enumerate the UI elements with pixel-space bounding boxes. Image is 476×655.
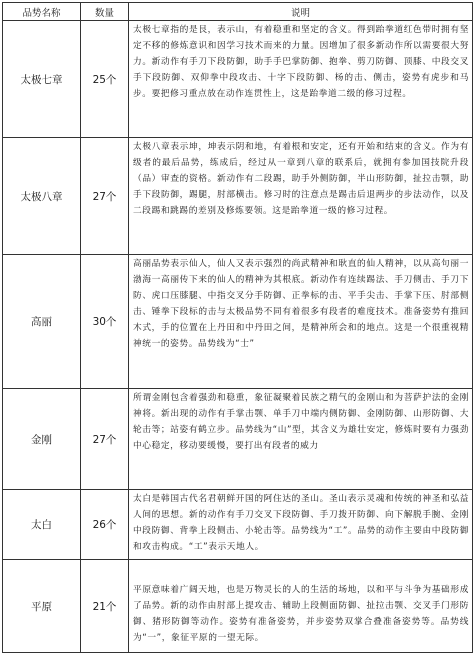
poomsae-name: 太白: [3, 490, 81, 560]
poomsae-description: 太白是韩国古代名君朝鲜开国的阿住达的圣山。圣山表示灵魂和传统的神圣和弘益人间的思想。新的动作有手刀交叉下段防御、手刀拨开防御、向下解脱手腕、金刚中段防御、背拳上段侧击、小轮击等。品势线为“工”。品势的动作主要由中段防御和攻击构成。“工”表示天地人。: [129, 490, 473, 560]
table-row: [3, 21, 473, 138]
header-desc: 说明: [129, 3, 473, 21]
poomsae-name: 太极八章: [3, 138, 81, 255]
table-row: [3, 255, 473, 389]
poomsae-name: 太极七章: [3, 21, 81, 138]
poomsae-name: 高丽: [3, 255, 81, 389]
poomsae-description: 太极七章指的是艮，表示山，有着稳重和坚定的含义。得到跆拳道红色带时拥有坚定不移的修炼意识和因学习技术而来的力量。因增加了很多新动作所以需要很大努力。新动作有手刀下段防御，助手手巴掌防御、抱拳、剪刀防御、顶膝、中段交叉手下段防御、双仰拳中段攻击、十字下段防御、杨的击、侧击，姿势有虎步和马步。要把修习重点放在动作连贯性上，这是跆拳道二级的修习过程。: [129, 21, 473, 138]
header-name: 品势名称: [3, 3, 81, 21]
table-row: [3, 560, 473, 653]
move-count: 21个: [81, 560, 129, 653]
poomsae-table: [2, 2, 473, 653]
poomsae-description: 高丽品势表示仙人，仙人又表示强烈的尚武精神和耿直的仙人精神，以从高句丽一渤海一高丽传下来的仙人的精神为其根底。新动作有连续踢法、手刀侧击、手刀下防、虎口压膝腿、中指交叉分手防御、正拳标的击、平手尖击、手掌下压、肘部侧击、锤拳下段标的击与太极品势不同有着很多有段者的难度技术。准备姿势有推回木式，手的位置在上丹田和中丹田之间，是精神所会和的地点。这是一个很重视精神统一的姿势。品势线为“士”: [129, 255, 473, 389]
poomsae-description: 所谓金刚包含着强劲和稳重，象征凝聚着民族之精气的金刚山和为菩萨护法的金刚神将。新出现的动作有手掌击颚、单手刀中端内侧防御、金刚防御、山形防御、大轮击等；站姿有鹤立步。品势线为“山”型，其含义为雄壮安定，修炼时要有力强劲中心稳定，移动要缓慢，要打出有段者的威力: [129, 389, 473, 490]
move-count: 27个: [81, 138, 129, 255]
move-count: 30个: [81, 255, 129, 389]
table-row: [3, 490, 473, 560]
poomsae-name: 金刚: [3, 389, 81, 490]
table-row: [3, 138, 473, 255]
poomsae-description: 平原意味着广阔天地，也是万物灵长的人的生活的场地，以和平与斗争为基础形成了品势。新的动作由肘部上提攻击、辅助上段侧面防御、扯拉击颚、交叉手门形防御、猪形防御等动作。姿势有准备姿势，并步姿势双掌合叠准备姿势等。品势线为“一”，象征平原的一望无际。: [129, 560, 473, 653]
poomsae-name: 平原: [3, 560, 81, 653]
move-count: 27个: [81, 389, 129, 490]
poomsae-description: 太极八章表示坤，坤表示阴和地，有着根和安定，还有开始和结束的含义。作为有级者的最后品势，练成后，经过从一章到八章的联系后，就拥有参加国技院升段（品）审查的资格。新动作有二段踢，助手外侧防御，半山形防御，扯拉击颚，助手下段防御，踢腿，肘部横击。修习时的注意点是踢击后退两步的步法动作，以及二段踢和跳踢的差别及修炼要领。这是跆拳道一级的修习过程。: [129, 138, 473, 255]
move-count: 25个: [81, 21, 129, 138]
table-row: [3, 389, 473, 490]
move-count: 26个: [81, 490, 129, 560]
header-count: 数量: [81, 3, 129, 21]
header-row: [3, 3, 473, 21]
